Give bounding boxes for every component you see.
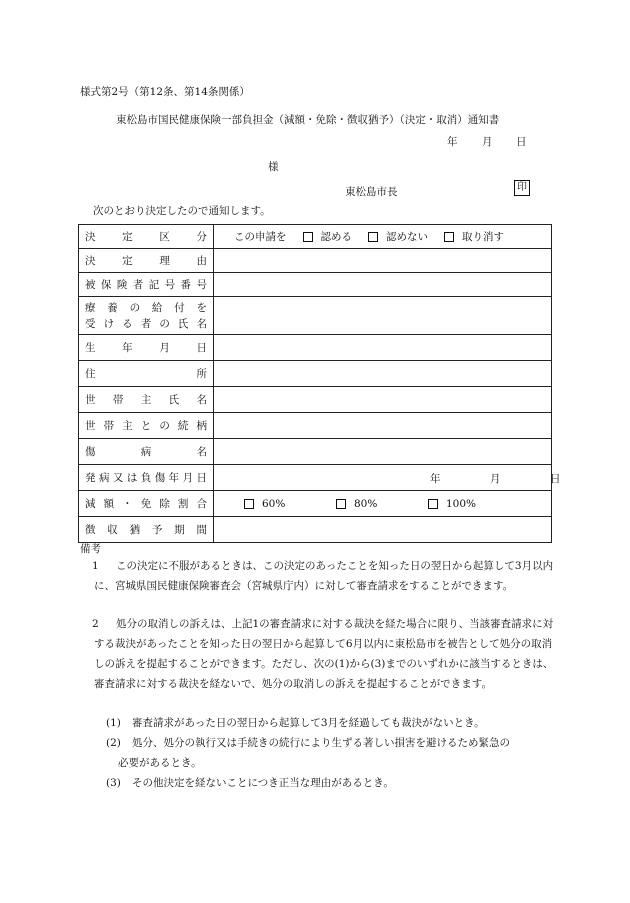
table-row	[79, 249, 552, 273]
householder-name-field[interactable]	[214, 387, 552, 413]
table-row	[79, 273, 552, 297]
row-label-text: 世 帯 主 氏 名	[85, 394, 207, 406]
reduction-rate-cell	[214, 491, 552, 517]
sub-item-3-number: (3)	[106, 777, 121, 789]
remarks-heading: 備考	[80, 543, 101, 555]
issue-date-year: 年	[447, 136, 458, 148]
row-label-reduction-rate	[79, 491, 214, 517]
remark-text: この決定に不服があるときは、この決定のあったことを知った日の翌日から起算して3月以内に、宮城県国民健康保険審査会（宮城県庁内）に対して審査請求をすることができます。	[94, 560, 554, 592]
rate-option-100[interactable]: 100%	[428, 498, 520, 510]
checkbox-icon[interactable]	[444, 232, 454, 242]
sub-item-2-text-line1: 処分、処分の執行又は手続きの続行により生ずる著しい損害を避けるため緊急の	[132, 737, 510, 749]
sub-item-1-number: (1)	[106, 717, 121, 729]
row-label-text: 決 定 理 由	[85, 255, 207, 267]
insured-number-field[interactable]	[214, 273, 552, 297]
sub-item-2-text-line2: 必要があるとき。	[118, 757, 202, 769]
row-label-text: 徴 収 猶 予 期 間	[85, 524, 207, 536]
addressee-honorific: 様	[268, 161, 279, 173]
row-label-text: 決 定 区 分	[85, 231, 207, 243]
checkbox-icon[interactable]	[368, 232, 378, 242]
onset-year-label: 年	[430, 472, 441, 485]
intro-text: 次のとおり決定したので通知します。	[93, 205, 271, 217]
row-label-relationship	[79, 413, 214, 439]
table-row	[79, 413, 552, 439]
row-label-text: 生 年 月 日	[85, 342, 207, 354]
row-label-text: 発 病 又 は 負 傷 年 月 日	[85, 472, 207, 484]
table-row	[79, 225, 552, 249]
form-number: 様式第2号（第12条、第14条関係）	[80, 86, 250, 98]
table-row	[79, 297, 552, 335]
row-label-birth-date	[79, 335, 214, 361]
checkbox-icon[interactable]	[428, 499, 438, 509]
row-label-householder-name	[79, 387, 214, 413]
row-label-insured-number	[79, 273, 214, 297]
notification-table	[78, 224, 561, 543]
option-approve[interactable]: 認める	[303, 229, 353, 244]
option-revoke[interactable]: 取り消す	[444, 229, 504, 244]
rate-option-60[interactable]: 60%	[244, 498, 336, 510]
disease-name-field[interactable]	[214, 439, 552, 465]
table-row	[79, 439, 552, 465]
row-label-deferral-period	[79, 517, 214, 543]
row-label-text: 住 所	[85, 368, 207, 380]
checkbox-icon[interactable]	[244, 499, 254, 509]
decision-prefix: この申請を	[234, 231, 287, 243]
row-label-text: 被 保 険 者 記 号 番 号	[85, 279, 207, 291]
relationship-field[interactable]	[214, 413, 552, 439]
onset-month-label: 月	[490, 472, 501, 485]
issue-date-day: 日	[516, 136, 527, 148]
sub-item-2-number: (2)	[106, 737, 121, 749]
row-label-decision-reason	[79, 249, 214, 273]
row-label-text: 受 け る 者 の 氏 名	[85, 317, 207, 330]
remark-item-2	[94, 614, 554, 694]
decision-options-cell	[214, 225, 552, 249]
row-label-recipient-name	[79, 297, 214, 335]
row-label-text: 減 額 ・ 免 除 割 合	[85, 498, 207, 510]
row-label-disease-name	[79, 439, 214, 465]
table-row	[79, 491, 552, 517]
remark-text: 処分の取消しの訴えは、上記1の審査請求に対する裁決を経た場合に限り、当該審査請求に対する裁決があったことを知った日の翌日から起算して6月以内に東松島市を被告として処分の取消しの訴えを提起することができます。ただし、次の(1)から(3)までのいずれかに該当するときは、審査請求に対する裁決を経ないで、処分の取消しの訴えを提起することができます。	[94, 618, 554, 690]
rate-option-80[interactable]: 80%	[336, 498, 428, 510]
birth-date-field[interactable]	[214, 335, 552, 361]
onset-date-field[interactable]	[214, 465, 561, 491]
decision-reason-field[interactable]	[214, 249, 552, 273]
onset-day-label: 日	[550, 472, 561, 485]
row-label-onset-date	[79, 465, 214, 491]
table-row	[79, 361, 552, 387]
sub-item-1-text: 審査請求があった日の翌日から起算して3月を経過しても裁決がないとき。	[132, 717, 485, 729]
document-title: 東松島市国民健康保険一部負担金（減額・免除・徴収猶予）（決定・取消）通知書	[116, 114, 500, 126]
recipient-name-field[interactable]	[214, 297, 552, 335]
table-row	[79, 465, 552, 491]
sub-item-3-text: その他決定を経ないことにつき正当な理由があるとき。	[132, 777, 394, 789]
table-row	[79, 335, 552, 361]
row-label-address	[79, 361, 214, 387]
deferral-period-field[interactable]	[214, 517, 552, 543]
seal-mark: 印	[514, 180, 530, 196]
row-label-decision-category	[79, 225, 214, 249]
option-reject[interactable]: 認めない	[368, 229, 428, 244]
row-label-text: 世 帯 主 と の 続 柄	[85, 420, 207, 432]
row-label-text: 傷 病 名	[85, 446, 207, 458]
issue-date-month: 月	[482, 136, 493, 148]
address-field[interactable]	[214, 361, 552, 387]
remark-number: 1	[92, 560, 99, 572]
remark-item-1	[94, 556, 554, 596]
row-label-text: 療 養 の 給 付 を	[85, 301, 207, 314]
table-row	[79, 517, 552, 543]
remark-number: 2	[92, 618, 99, 630]
checkbox-icon[interactable]	[336, 499, 346, 509]
issuer-name: 東松島市長	[345, 186, 398, 198]
table-row	[79, 387, 552, 413]
checkbox-icon[interactable]	[303, 232, 313, 242]
